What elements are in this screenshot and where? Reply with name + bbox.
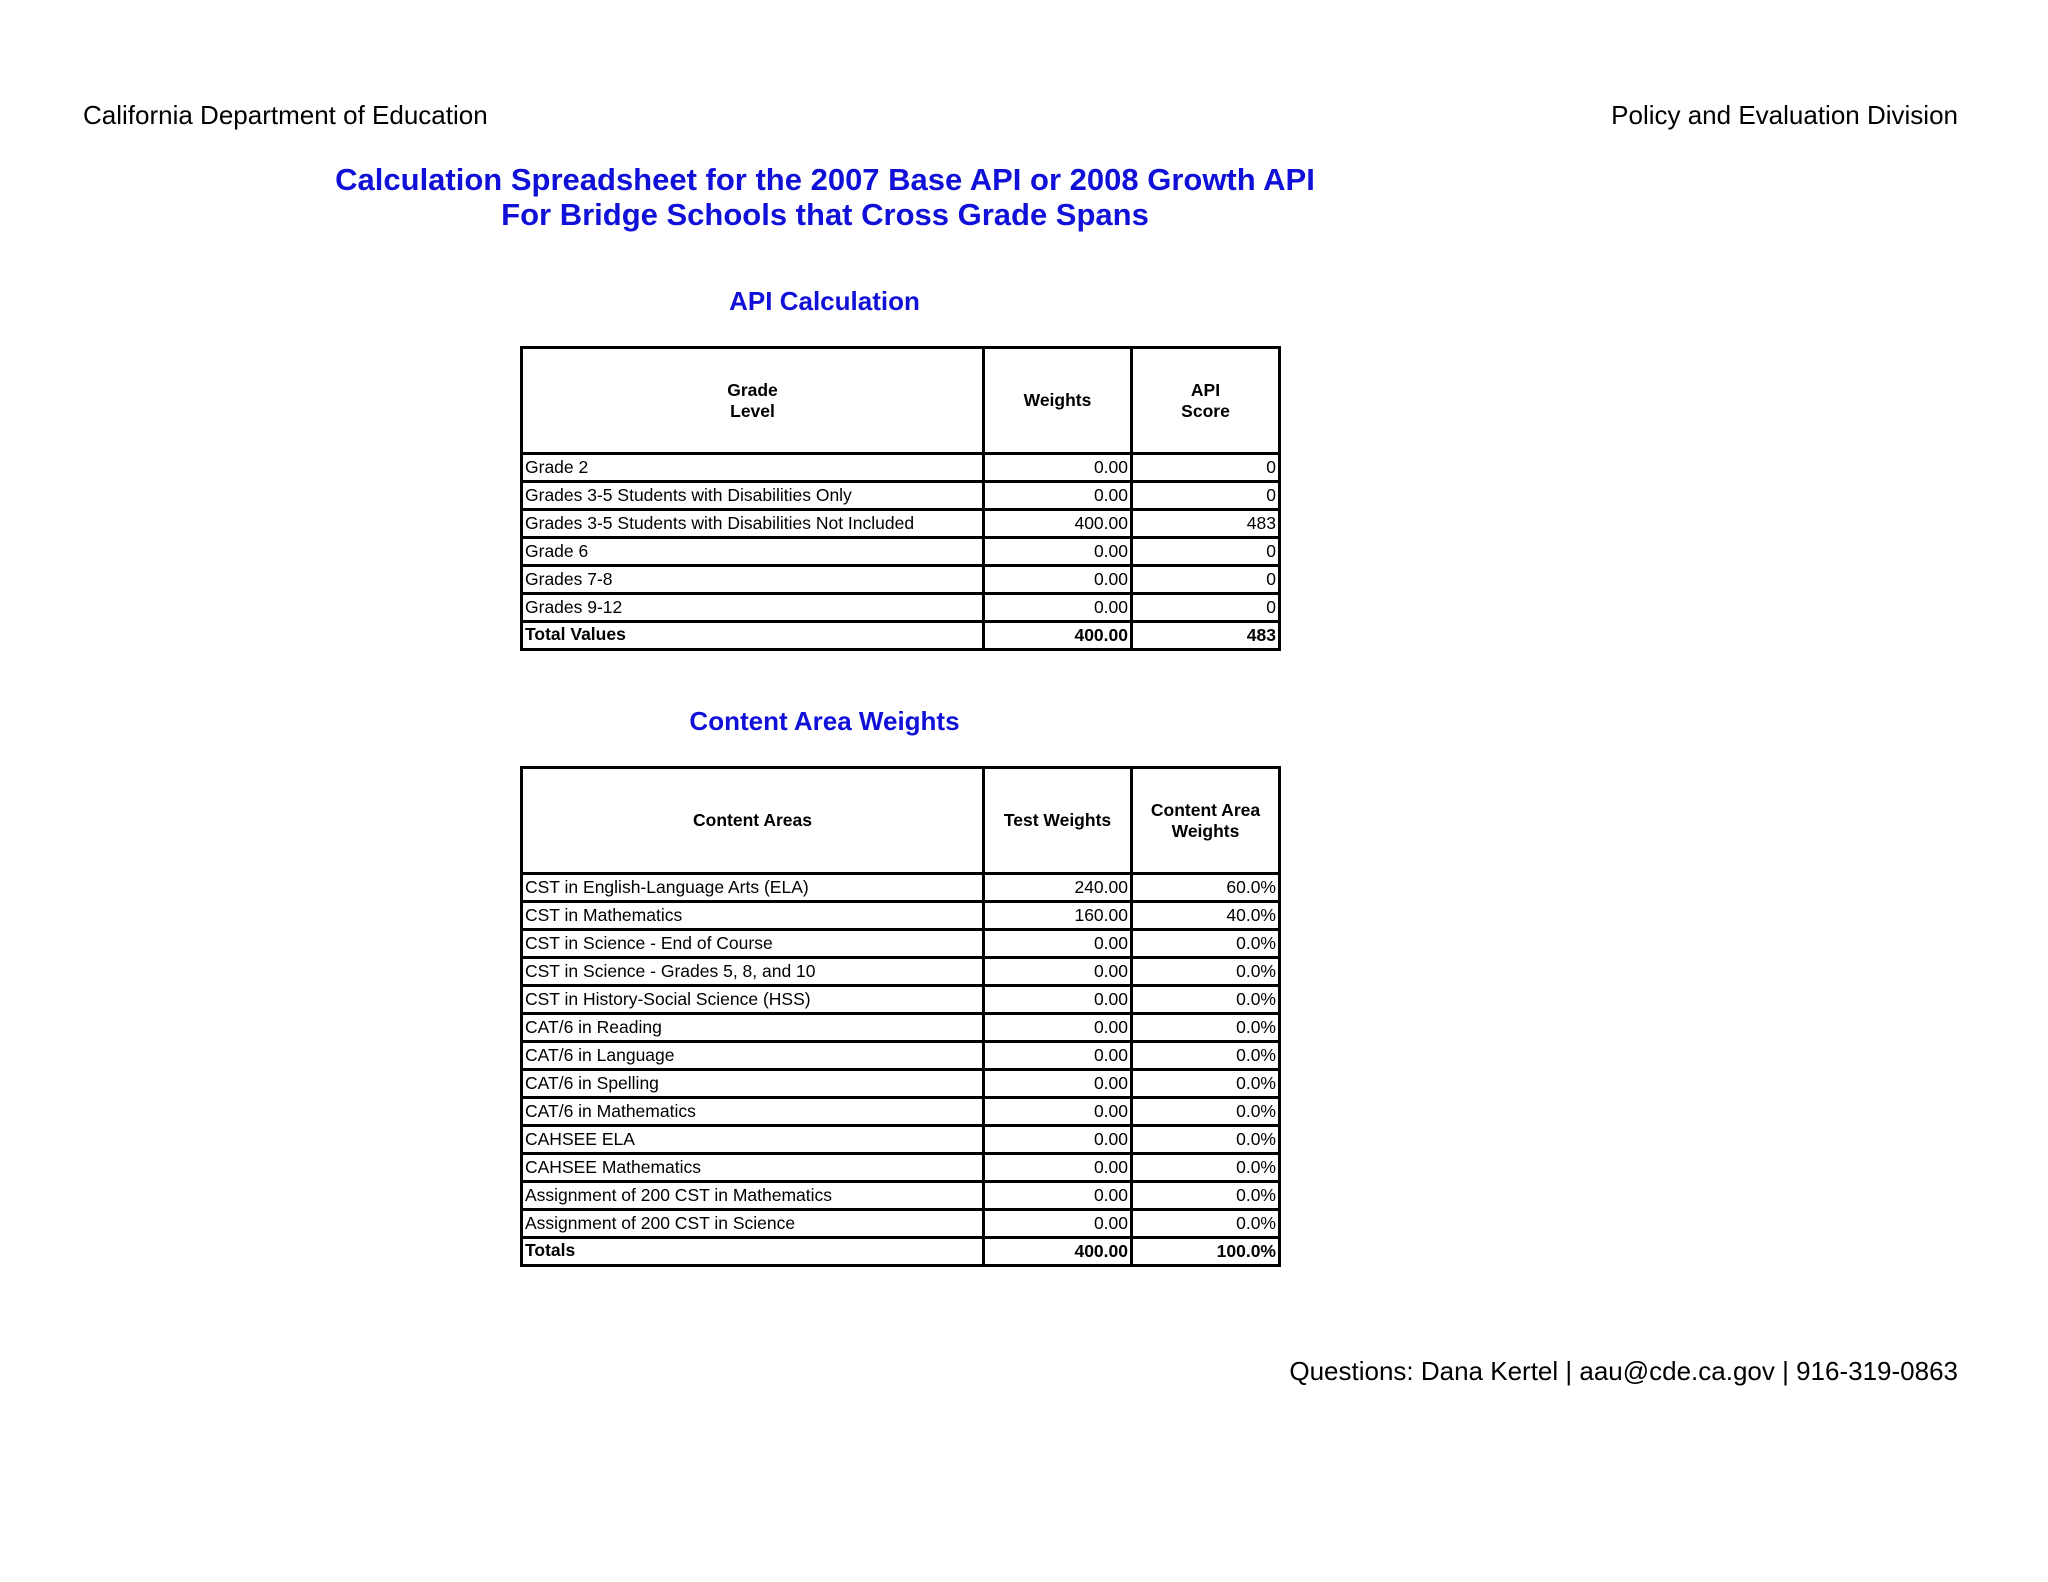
total-row — [522, 622, 1280, 650]
api-score-cell: 0 — [1132, 566, 1280, 594]
page-title-line-1: Calculation Spreadsheet for the 2007 Base API or 2008 Growth API — [335, 162, 1315, 197]
table-row — [522, 1154, 1280, 1182]
total-api-score-cell: 483 — [1132, 622, 1280, 650]
total-label: Total Values — [522, 622, 984, 650]
api-score-cell: 0 — [1132, 482, 1280, 510]
weights-cell: 0.00 — [984, 482, 1132, 510]
table-row — [522, 1070, 1280, 1098]
column-header-grade-level — [522, 348, 984, 454]
total-content-area-weights-cell: 100.0% — [1132, 1238, 1280, 1266]
column-header-content-area-weights — [1132, 768, 1280, 874]
row-label: Assignment of 200 CST in Science — [522, 1210, 984, 1238]
row-label: Grade 2 — [522, 454, 984, 482]
content-area-weights-cell: 0.0% — [1132, 1154, 1280, 1182]
content-area-weights-cell: 0.0% — [1132, 1182, 1280, 1210]
row-label: CAT/6 in Language — [522, 1042, 984, 1070]
column-header-text: Content Area — [1150, 799, 1261, 820]
column-header-api-score — [1132, 348, 1280, 454]
row-label: CST in Mathematics — [522, 902, 984, 930]
row-label: Grades 3-5 Students with Disabilities Only — [522, 482, 984, 510]
test-weights-cell: 240.00 — [984, 874, 1132, 902]
table-row — [522, 902, 1280, 930]
test-weights-cell: 160.00 — [984, 902, 1132, 930]
table-row — [522, 1210, 1280, 1238]
api-score-cell: 483 — [1132, 510, 1280, 538]
header-organization: California Department of Education — [83, 100, 488, 130]
content-area-weights-cell: 0.0% — [1132, 930, 1280, 958]
row-label: CST in Science - End of Course — [522, 930, 984, 958]
content-area-weights-table — [520, 766, 1281, 1267]
column-header-weights: Weights — [984, 348, 1132, 454]
header-division: Policy and Evaluation Division — [1611, 100, 1958, 130]
table-row — [522, 986, 1280, 1014]
content-area-weights-cell: 0.0% — [1132, 1126, 1280, 1154]
weights-cell: 0.00 — [984, 566, 1132, 594]
table-row — [522, 958, 1280, 986]
weights-cell: 0.00 — [984, 538, 1132, 566]
row-label: CAHSEE Mathematics — [522, 1154, 984, 1182]
column-header-text: Score — [1181, 400, 1230, 421]
row-label: CST in Science - Grades 5, 8, and 10 — [522, 958, 984, 986]
weights-cell: 0.00 — [984, 594, 1132, 622]
api-calculation-heading: API Calculation — [729, 286, 920, 316]
row-label: CAHSEE ELA — [522, 1126, 984, 1154]
test-weights-cell: 0.00 — [984, 986, 1132, 1014]
content-area-weights-cell: 60.0% — [1132, 874, 1280, 902]
test-weights-cell: 0.00 — [984, 1126, 1132, 1154]
content-area-weights-cell: 0.0% — [1132, 1210, 1280, 1238]
table-header-row — [522, 768, 1280, 874]
total-test-weights-cell: 400.00 — [984, 1238, 1132, 1266]
api-calculation-table — [520, 346, 1281, 651]
total-weights-cell: 400.00 — [984, 622, 1132, 650]
test-weights-cell: 0.00 — [984, 1154, 1132, 1182]
content-area-weights-cell: 0.0% — [1132, 1014, 1280, 1042]
weights-cell: 400.00 — [984, 510, 1132, 538]
table-row — [522, 1042, 1280, 1070]
row-label: Grades 9-12 — [522, 594, 984, 622]
row-label: Grades 7-8 — [522, 566, 984, 594]
row-label: CAT/6 in Mathematics — [522, 1098, 984, 1126]
table-row — [522, 594, 1280, 622]
row-label: CAT/6 in Reading — [522, 1014, 984, 1042]
api-score-cell: 0 — [1132, 454, 1280, 482]
column-header-text: API — [1190, 379, 1221, 400]
questions-contact: Questions: Dana Kertel | aau@cde.ca.gov | 916-319-0863 — [1289, 1356, 1958, 1386]
content-area-weights-cell: 40.0% — [1132, 902, 1280, 930]
row-label: CAT/6 in Spelling — [522, 1070, 984, 1098]
table-header-row — [522, 348, 1280, 454]
page-title-line-2: For Bridge Schools that Cross Grade Spans — [501, 197, 1149, 232]
content-area-weights-cell: 0.0% — [1132, 1098, 1280, 1126]
table-row — [522, 482, 1280, 510]
table-row — [522, 1182, 1280, 1210]
content-area-weights-cell: 0.0% — [1132, 958, 1280, 986]
test-weights-cell: 0.00 — [984, 930, 1132, 958]
table-row — [522, 874, 1280, 902]
row-label: CST in History-Social Science (HSS) — [522, 986, 984, 1014]
test-weights-cell: 0.00 — [984, 1098, 1132, 1126]
test-weights-cell: 0.00 — [984, 1182, 1132, 1210]
row-label: Grades 3-5 Students with Disabilities Not Included — [522, 510, 984, 538]
test-weights-cell: 0.00 — [984, 1070, 1132, 1098]
content-area-weights-cell: 0.0% — [1132, 986, 1280, 1014]
content-area-weights-cell: 0.0% — [1132, 1042, 1280, 1070]
test-weights-cell: 0.00 — [984, 958, 1132, 986]
column-header-text: Level — [730, 400, 775, 421]
test-weights-cell: 0.00 — [984, 1042, 1132, 1070]
table-row — [522, 1126, 1280, 1154]
content-area-weights-heading: Content Area Weights — [689, 706, 960, 736]
api-score-cell: 0 — [1132, 538, 1280, 566]
test-weights-cell: 0.00 — [984, 1014, 1132, 1042]
total-label: Totals — [522, 1238, 984, 1266]
table-row — [522, 930, 1280, 958]
table-row — [522, 454, 1280, 482]
row-label: Assignment of 200 CST in Mathematics — [522, 1182, 984, 1210]
row-label: CST in English-Language Arts (ELA) — [522, 874, 984, 902]
total-row — [522, 1238, 1280, 1266]
column-header-test-weights: Test Weights — [984, 768, 1132, 874]
table-row — [522, 1014, 1280, 1042]
table-row — [522, 510, 1280, 538]
table-row — [522, 538, 1280, 566]
column-header-text: Weights — [1171, 820, 1240, 841]
column-header-text: Grade — [727, 379, 778, 400]
table-row — [522, 566, 1280, 594]
column-header-content-areas: Content Areas — [522, 768, 984, 874]
weights-cell: 0.00 — [984, 454, 1132, 482]
api-score-cell: 0 — [1132, 594, 1280, 622]
table-row — [522, 1098, 1280, 1126]
test-weights-cell: 0.00 — [984, 1210, 1132, 1238]
content-area-weights-cell: 0.0% — [1132, 1070, 1280, 1098]
row-label: Grade 6 — [522, 538, 984, 566]
